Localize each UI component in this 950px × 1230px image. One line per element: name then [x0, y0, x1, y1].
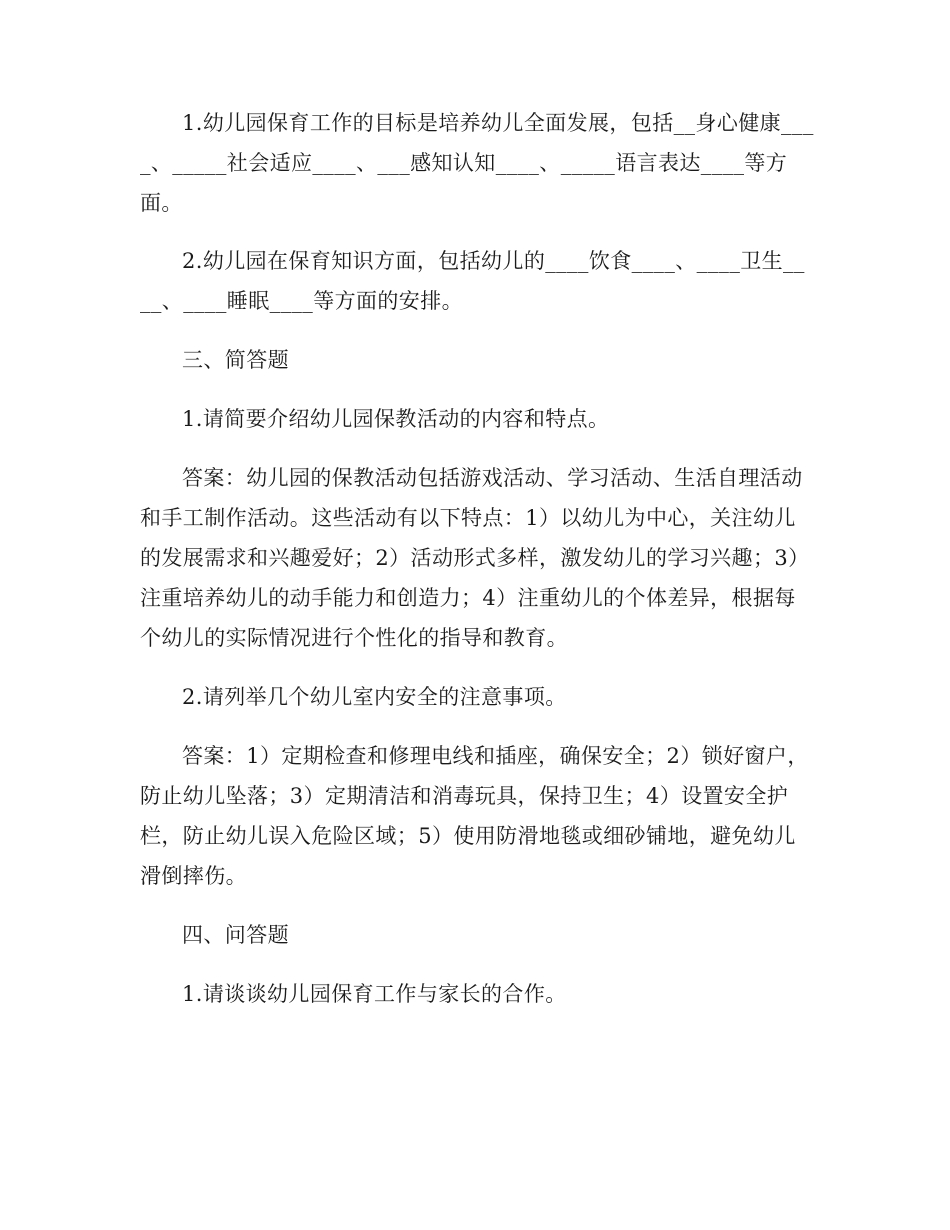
section-heading-short-answer: 三、简答题 — [182, 348, 289, 372]
document-page — [140, 103, 815, 1014]
qa-question-1: 1.请谈谈幼儿园保育工作与家长的合作。 — [182, 982, 567, 1006]
fill-in-question-1: 1.幼儿园保育工作的目标是培养幼儿全面发展，包括__身心健康____、_____社会适应____、___感知认知____、_____语言表达____等方面。 — [140, 111, 814, 215]
fill-in-question-2: 2.幼儿园在保育知识方面，包括幼儿的____饮食____、____卫生____、____睡眠____等方面的安排。 — [140, 249, 805, 313]
short-answer-1-answer: 答案：幼儿园的保教活动包括游戏活动、学习活动、生活自理活动和手工制作活动。这些活动有以下特点：1）以幼儿为中心，关注幼儿的发展需求和兴趣爱好；2）活动形式多样，激发幼儿的学习兴趣；3）注重培养幼儿的动手能力和创造力；4）注重幼儿的个体差异，根据每个幼儿的实际情况进行个性化的指导和教育。 — [140, 466, 810, 650]
short-answer-question-1: 1.请简要介绍幼儿园保教活动的内容和特点。 — [182, 407, 610, 431]
section-heading-qa: 四、问答题 — [182, 923, 289, 947]
short-answer-question-2: 2.请列举几个幼儿室内安全的注意事项。 — [182, 685, 567, 709]
short-answer-2-answer: 答案：1）定期检查和修理电线和插座，确保安全；2）锁好窗户，防止幼儿坠落；3）定期清洁和消毒玩具，保持卫生；4）设置安全护栏，防止幼儿误入危险区域；5）使用防滑地毯或细砂铺地，避免幼儿滑倒摔伤。 — [140, 744, 809, 888]
